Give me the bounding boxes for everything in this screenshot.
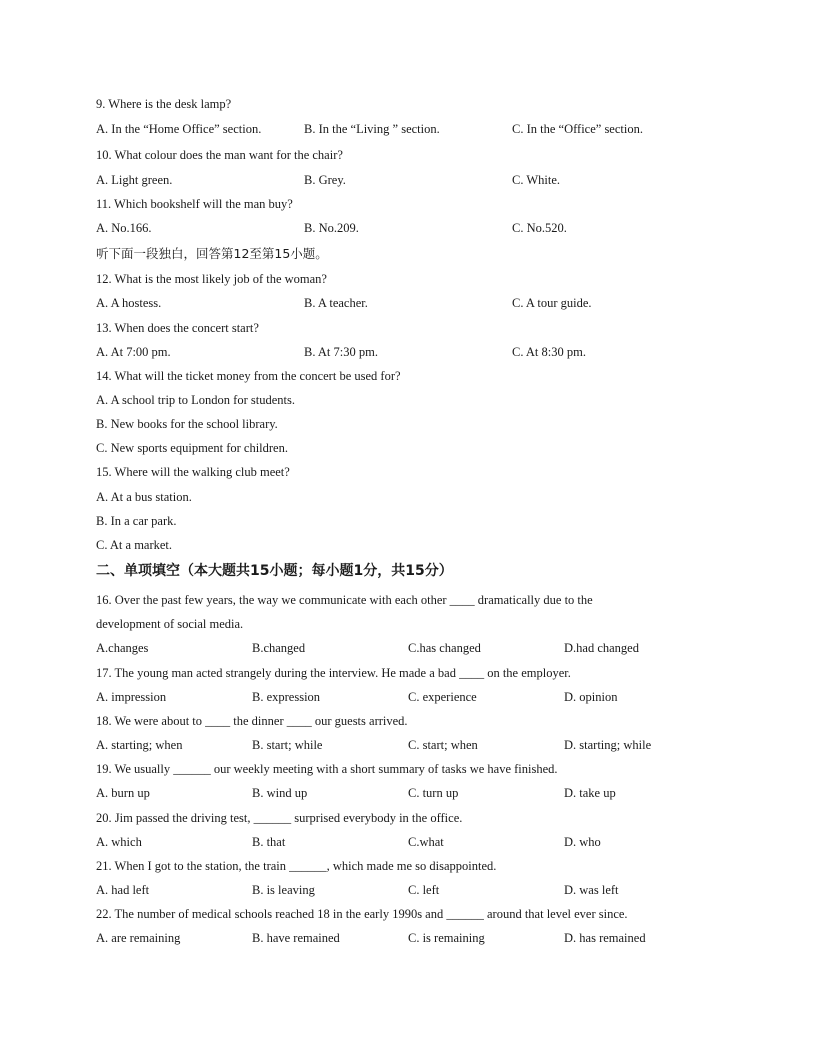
question-20-stem: 20. Jim passed the driving test, ______ surprised everybody in the office.: [96, 811, 463, 825]
question-17-option-d: D. opinion: [564, 690, 618, 704]
question-13-option-c: C. At 8:30 pm.: [512, 345, 586, 359]
question-21-option-a: A. had left: [96, 883, 150, 897]
question-10-stem: 10. What colour does the man want for the chair?: [96, 148, 343, 162]
question-18-option-a: A. starting; when: [96, 738, 183, 752]
question-18-stem: 18. We were about to ____ the dinner ____ our guests arrived.: [96, 714, 408, 728]
question-22-option-a: A. are remaining: [96, 931, 181, 945]
question-12-stem: 12. What is the most likely job of the woman?: [96, 272, 327, 286]
question-15-stem: 15. Where will the walking club meet?: [96, 465, 290, 479]
question-15-option-a: A. At a bus station.: [96, 490, 192, 504]
question-11-option-b: B. No.209.: [304, 221, 359, 235]
question-21-option-c: C. left: [408, 883, 440, 897]
question-18-option-d: D. starting; while: [564, 738, 652, 752]
question-21-stem: 21. When I got to the station, the train ______, which made me so disappointed.: [96, 859, 497, 873]
question-9-option-a: A. In the “Home Office” section.: [96, 122, 262, 136]
question-15-option-c: C. At a market.: [96, 538, 173, 552]
question-17-option-b: B. expression: [252, 690, 321, 704]
question-14-option-a: A. A school trip to London for students.: [96, 393, 295, 407]
question-9-option-c: C. In the “Office” section.: [512, 122, 643, 136]
question-13-stem: 13. When does the concert start?: [96, 321, 259, 335]
question-10-option-a: A. Light green.: [96, 173, 173, 187]
question-17-option-a: A. impression: [96, 690, 167, 704]
question-22-option-b: B. have remained: [252, 931, 340, 945]
question-14-option-b: B. New books for the school library.: [96, 417, 278, 431]
question-10-option-c: C. White.: [512, 173, 561, 187]
question-14-stem: 14. What will the ticket money from the concert be used for?: [96, 369, 401, 383]
question-20-option-b: B. that: [252, 835, 286, 849]
question-19-option-a: A. burn up: [96, 786, 150, 800]
question-16-option-b: B.changed: [252, 641, 306, 655]
question-20-option-d: D. who: [564, 835, 601, 849]
question-11-stem: 11. Which bookshelf will the man buy?: [96, 197, 293, 211]
question-19-stem: 19. We usually ______ our weekly meeting with a short summary of tasks we have finished.: [96, 762, 558, 776]
question-16-option-c: C.has changed: [408, 641, 481, 655]
question-12-option-a: A. A hostess.: [96, 296, 162, 310]
question-22-option-d: D. has remained: [564, 931, 646, 945]
question-12-option-b: B. A teacher.: [304, 296, 368, 310]
question-9-stem: 9. Where is the desk lamp?: [96, 97, 232, 111]
question-17-stem: 17. The young man acted strangely during the interview. He made a bad ____ on the employer.: [96, 666, 571, 680]
section-heading: 二、单项填空（本大题共15小题；每小题1分，共15分）: [96, 563, 453, 579]
question-15-option-b: B. In a car park.: [96, 514, 177, 528]
question-22-option-c: C. is remaining: [408, 931, 485, 945]
question-17-option-c: C. experience: [408, 690, 477, 704]
question-16-stem-continued: development of social media.: [96, 617, 244, 631]
question-21-option-b: B. is leaving: [252, 883, 315, 897]
question-22-stem: 22. The number of medical schools reached 18 in the early 1990s and ______ around that level ever since.: [96, 907, 628, 921]
question-21-option-d: D. was left: [564, 883, 619, 897]
question-16-stem: 16. Over the past few years, the way we communicate with each other ____ dramatically due to the: [96, 593, 593, 607]
question-19-option-c: C. turn up: [408, 786, 459, 800]
question-20-option-a: A. which: [96, 835, 142, 849]
question-9-option-b: B. In the “Living ” section.: [304, 122, 440, 136]
question-19-option-b: B. wind up: [252, 786, 308, 800]
question-13-option-a: A. At 7:00 pm.: [96, 345, 171, 359]
question-14-option-c: C. New sports equipment for children.: [96, 441, 288, 455]
question-12-option-c: C. A tour guide.: [512, 296, 592, 310]
question-18-option-b: B. start; while: [252, 738, 323, 752]
listening-instruction: 听下面一段独白，回答第12至第15小题。: [96, 246, 328, 261]
question-13-option-b: B. At 7:30 pm.: [304, 345, 378, 359]
question-11-option-a: A. No.166.: [96, 221, 152, 235]
question-19-option-d: D. take up: [564, 786, 616, 800]
question-18-option-c: C. start; when: [408, 738, 478, 752]
question-16-option-d: D.had changed: [564, 641, 639, 655]
question-10-option-b: B. Grey.: [304, 173, 346, 187]
question-20-option-c: C.what: [408, 835, 444, 849]
question-16-option-a: A.changes: [96, 641, 149, 655]
question-11-option-c: C. No.520.: [512, 221, 567, 235]
